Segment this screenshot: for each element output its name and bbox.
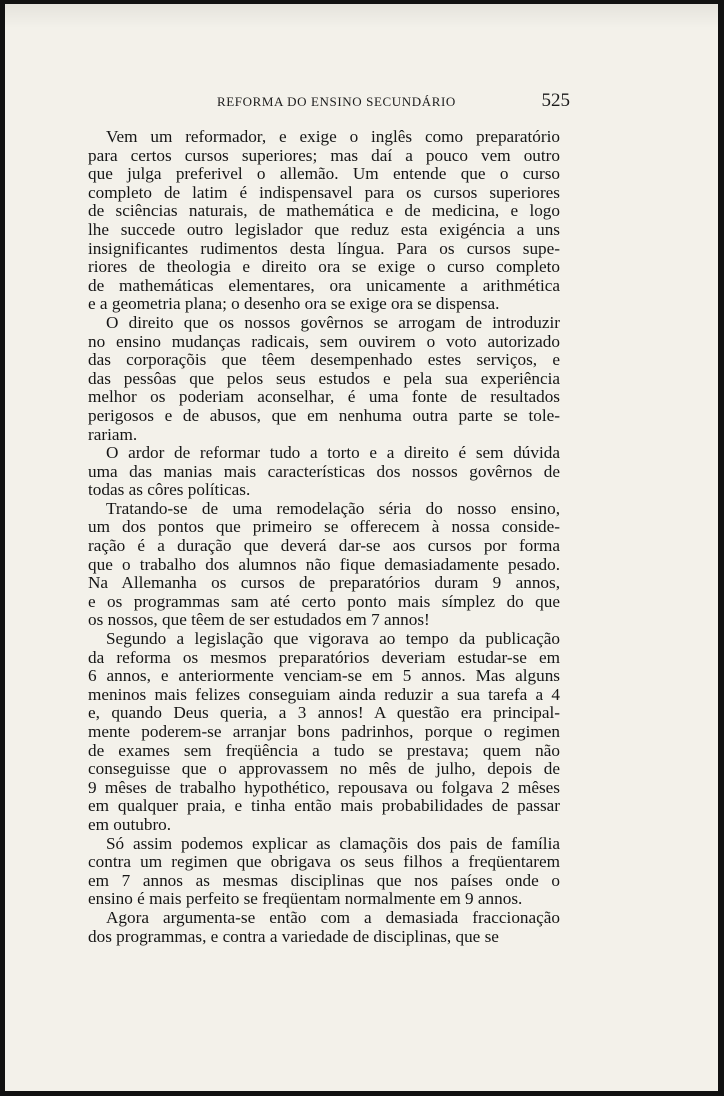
text-line: das pessôas que pelos seus estudos e pela sua experiência — [88, 368, 560, 388]
text-line: da reforma os mesmos preparatórios deveriam estudar-se em — [88, 647, 560, 667]
text-line: 9 mêses de trabalho hypothético, repousava ou folgava 2 mêses — [88, 777, 560, 797]
text-line: ensino é mais perfeito se freqüentam normalmente em 9 annos. — [88, 889, 523, 909]
text-line: em qualquer praia, e tinha então mais probabilidades de passar — [88, 796, 560, 816]
paragraph — [88, 630, 560, 835]
text-line: e a geometria plana; o desenho ora se exige ora se dispensa. — [88, 294, 500, 314]
text-line: dos programmas, e contra a variedade de disciplinas, que se — [88, 926, 499, 946]
text-line: meninos mais felizes conseguiam ainda reduzir a sua tarefa a 4 — [88, 684, 560, 704]
text-line: mente poderem-se arranjar bons padrinhos, porque o regimen — [88, 722, 560, 741]
text-line: Agora argumenta-se então com a demasiada fraccionação — [106, 907, 560, 927]
text-line: rariam. — [88, 424, 138, 444]
text-line: que o trabalho dos alumnos não fique demasiadamente pesado. — [88, 554, 560, 574]
paragraph — [88, 909, 560, 946]
text-line: riores de theologia e direito ora se exige o curso completo — [88, 257, 560, 277]
text-line: uma das manias mais características dos nossos govêrnos de — [88, 461, 560, 481]
text-line: conseguisse que o approvassem no mês de julho, depois de — [88, 759, 560, 779]
text-line: Segundo a legislação que vigorava ao tempo da publicação — [106, 629, 560, 649]
paragraph — [88, 444, 560, 500]
text-line: ração é a duração que deverá dar-se aos cursos por forma — [88, 536, 560, 556]
text-line: um dos pontos que primeiro se offerecem à nossa conside- — [88, 517, 560, 537]
text-line: de mathemáticas elementares, ora unicamente a arithmética — [88, 275, 560, 295]
text-line: das corporaçõis que têem desempenhado estes serviços, e — [88, 350, 560, 370]
text-line: de sciências naturais, de mathemática e de medicina, e logo — [88, 201, 560, 221]
scan-border-left — [0, 0, 5, 1096]
text-line: Tratando-se de uma remodelação séria do nosso ensino, — [106, 498, 560, 518]
page-header — [217, 92, 570, 112]
text-line: no ensino mudanças radicais, sem ouvirem o voto autorizado — [88, 331, 560, 351]
text-line: O direito que os nossos govêrnos se arrogam de introduzir — [106, 312, 560, 332]
body-text — [88, 128, 560, 946]
scan-border-bottom — [0, 1091, 724, 1096]
running-head: REFORMA DO ENSINO SECUNDÁRIO — [217, 94, 456, 109]
scan-edge-shadow — [5, 4, 718, 28]
text-line: contra um regimen que obrigava os seus filhos a freqüentarem — [88, 852, 560, 872]
text-line: que julga preferivel o allemão. Um entende que o curso — [88, 164, 560, 184]
text-line: Na Allemanha os cursos de preparatórios duram 9 annos, — [88, 573, 560, 593]
text-line: de exames sem freqüência a tudo se prestava; quem não — [88, 740, 560, 760]
text-line: em 7 annos as mesmas disciplinas que nos países onde o — [88, 870, 560, 890]
paragraph — [88, 500, 560, 630]
scan-border-right — [718, 0, 724, 1096]
text-line: os nossos, que têem de ser estudados em 7 annos! — [88, 610, 430, 630]
text-line: perigosos e de abusos, que em nenhuma outra parte se tole- — [88, 405, 560, 425]
text-line: insignificantes rudimentos desta língua. Para os cursos supe- — [88, 238, 560, 258]
text-line: Só assim podemos explicar as clamaçõis dos pais de família — [106, 833, 560, 853]
text-line: para certos cursos superiores; mas daí a pouco vem outro — [88, 145, 560, 165]
paragraph — [88, 128, 560, 314]
text-line: todas as côres políticas. — [88, 480, 251, 500]
text-line: O ardor de reformar tudo a torto e a direito é sem dúvida — [106, 443, 560, 463]
text-line: Vem um reformador, e exige o inglês como preparatório — [106, 127, 560, 146]
text-line: melhor os poderiam aconselhar, é uma fonte de resultados — [88, 387, 560, 407]
paragraph — [88, 835, 560, 909]
text-line: completo de latim é indispensavel para os cursos superiores — [88, 182, 560, 202]
text-line: e os programmas sam até certo ponto mais símplez do que — [88, 591, 560, 611]
text-line: lhe succede outro legislador que reduz esta exigéncia a uns — [88, 219, 560, 239]
paragraph — [88, 314, 560, 444]
text-line: e, quando Deus queria, a 3 annos! A questão era principal- — [88, 703, 560, 723]
page-number: 525 — [541, 90, 570, 111]
text-line: 6 annos, e anteriormente venciam-se em 5 annos. Mas alguns — [88, 666, 560, 686]
text-line: em outubro. — [88, 814, 172, 834]
